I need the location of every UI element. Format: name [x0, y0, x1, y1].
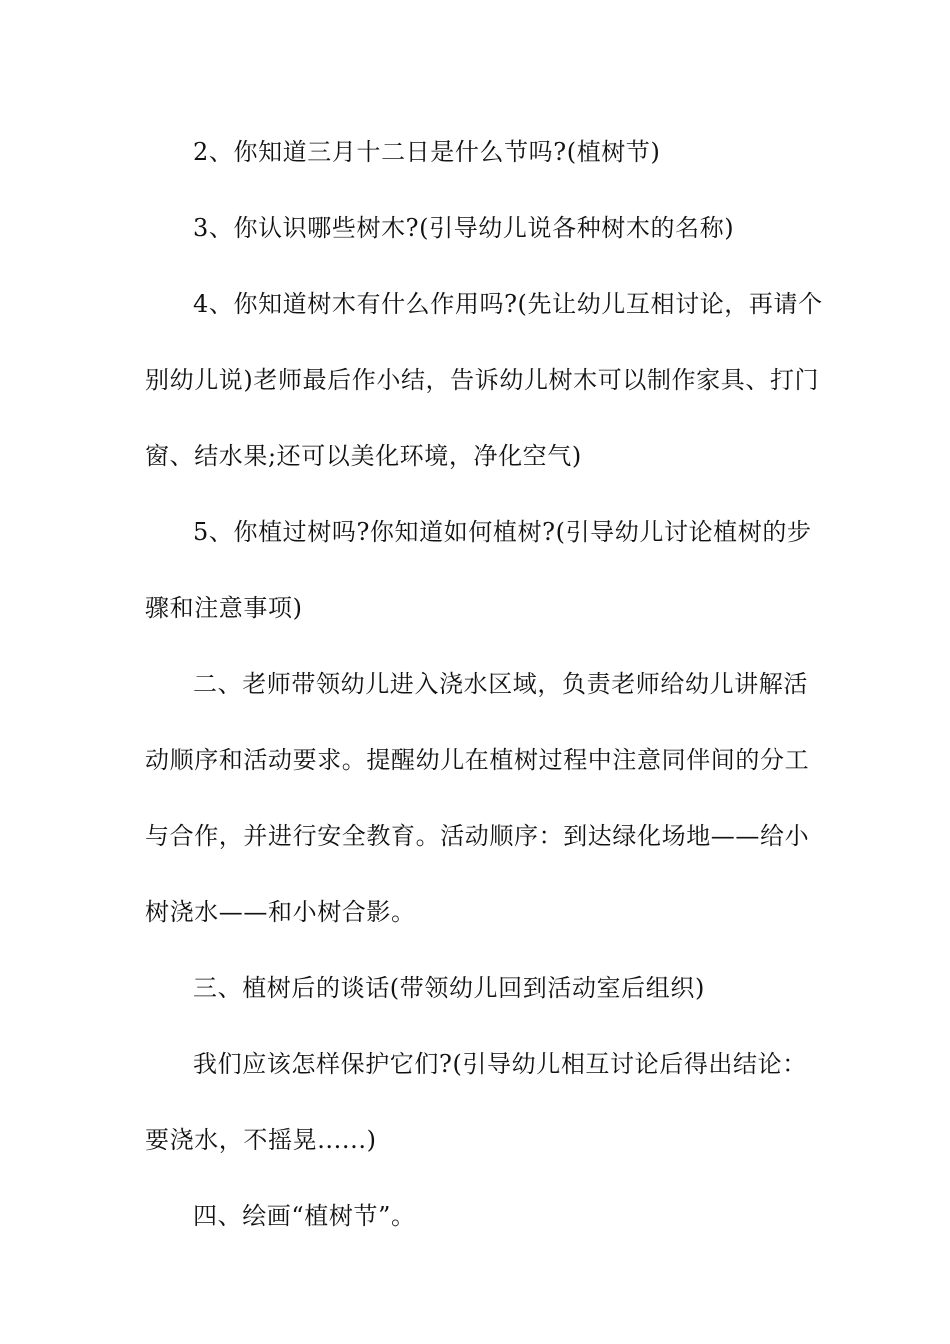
text-line-section-2-cont-2: 与合作，并进行安全教育。活动顺序：到达绿化场地——给小: [145, 822, 810, 850]
text-line-question-3: 3、你认识哪些树木?(引导幼儿说各种树木的名称): [193, 214, 735, 242]
text-line-question-4: 4、你知道树木有什么作用吗?(先让幼儿互相讨论，再请个: [193, 290, 823, 318]
text-line-section-2: 二、老师带领幼儿进入浇水区域，负责老师给幼儿讲解活: [193, 670, 808, 698]
text-line-section-2-cont-1: 动顺序和活动要求。提醒幼儿在植树过程中注意同伴间的分工: [145, 746, 810, 774]
text-line-protection-question: 我们应该怎样保护它们?(引导幼儿相互讨论后得出结论：: [193, 1050, 807, 1078]
text-line-section-2-cont-3: 树浇水——和小树合影。: [145, 898, 416, 926]
text-line-section-4: 四、绘画“植树节”。: [193, 1202, 416, 1230]
text-line-protection-cont: 要浇水，不摇晃......): [145, 1126, 377, 1154]
text-line-question-4-cont-2: 窗、结水果;还可以美化环境，净化空气): [145, 442, 582, 470]
text-line-question-5: 5、你植过树吗?你知道如何植树?(引导幼儿讨论植树的步: [193, 518, 812, 546]
text-line-section-3: 三、植树后的谈话(带领幼儿回到活动室后组织): [193, 974, 705, 1002]
text-line-question-4-cont-1: 别幼儿说)老师最后作小结，告诉幼儿树木可以制作家具、打门: [145, 366, 820, 394]
text-line-question-2: 2、你知道三月十二日是什么节吗?(植树节): [193, 138, 661, 166]
text-line-question-5-cont: 骤和注意事项): [145, 594, 303, 622]
